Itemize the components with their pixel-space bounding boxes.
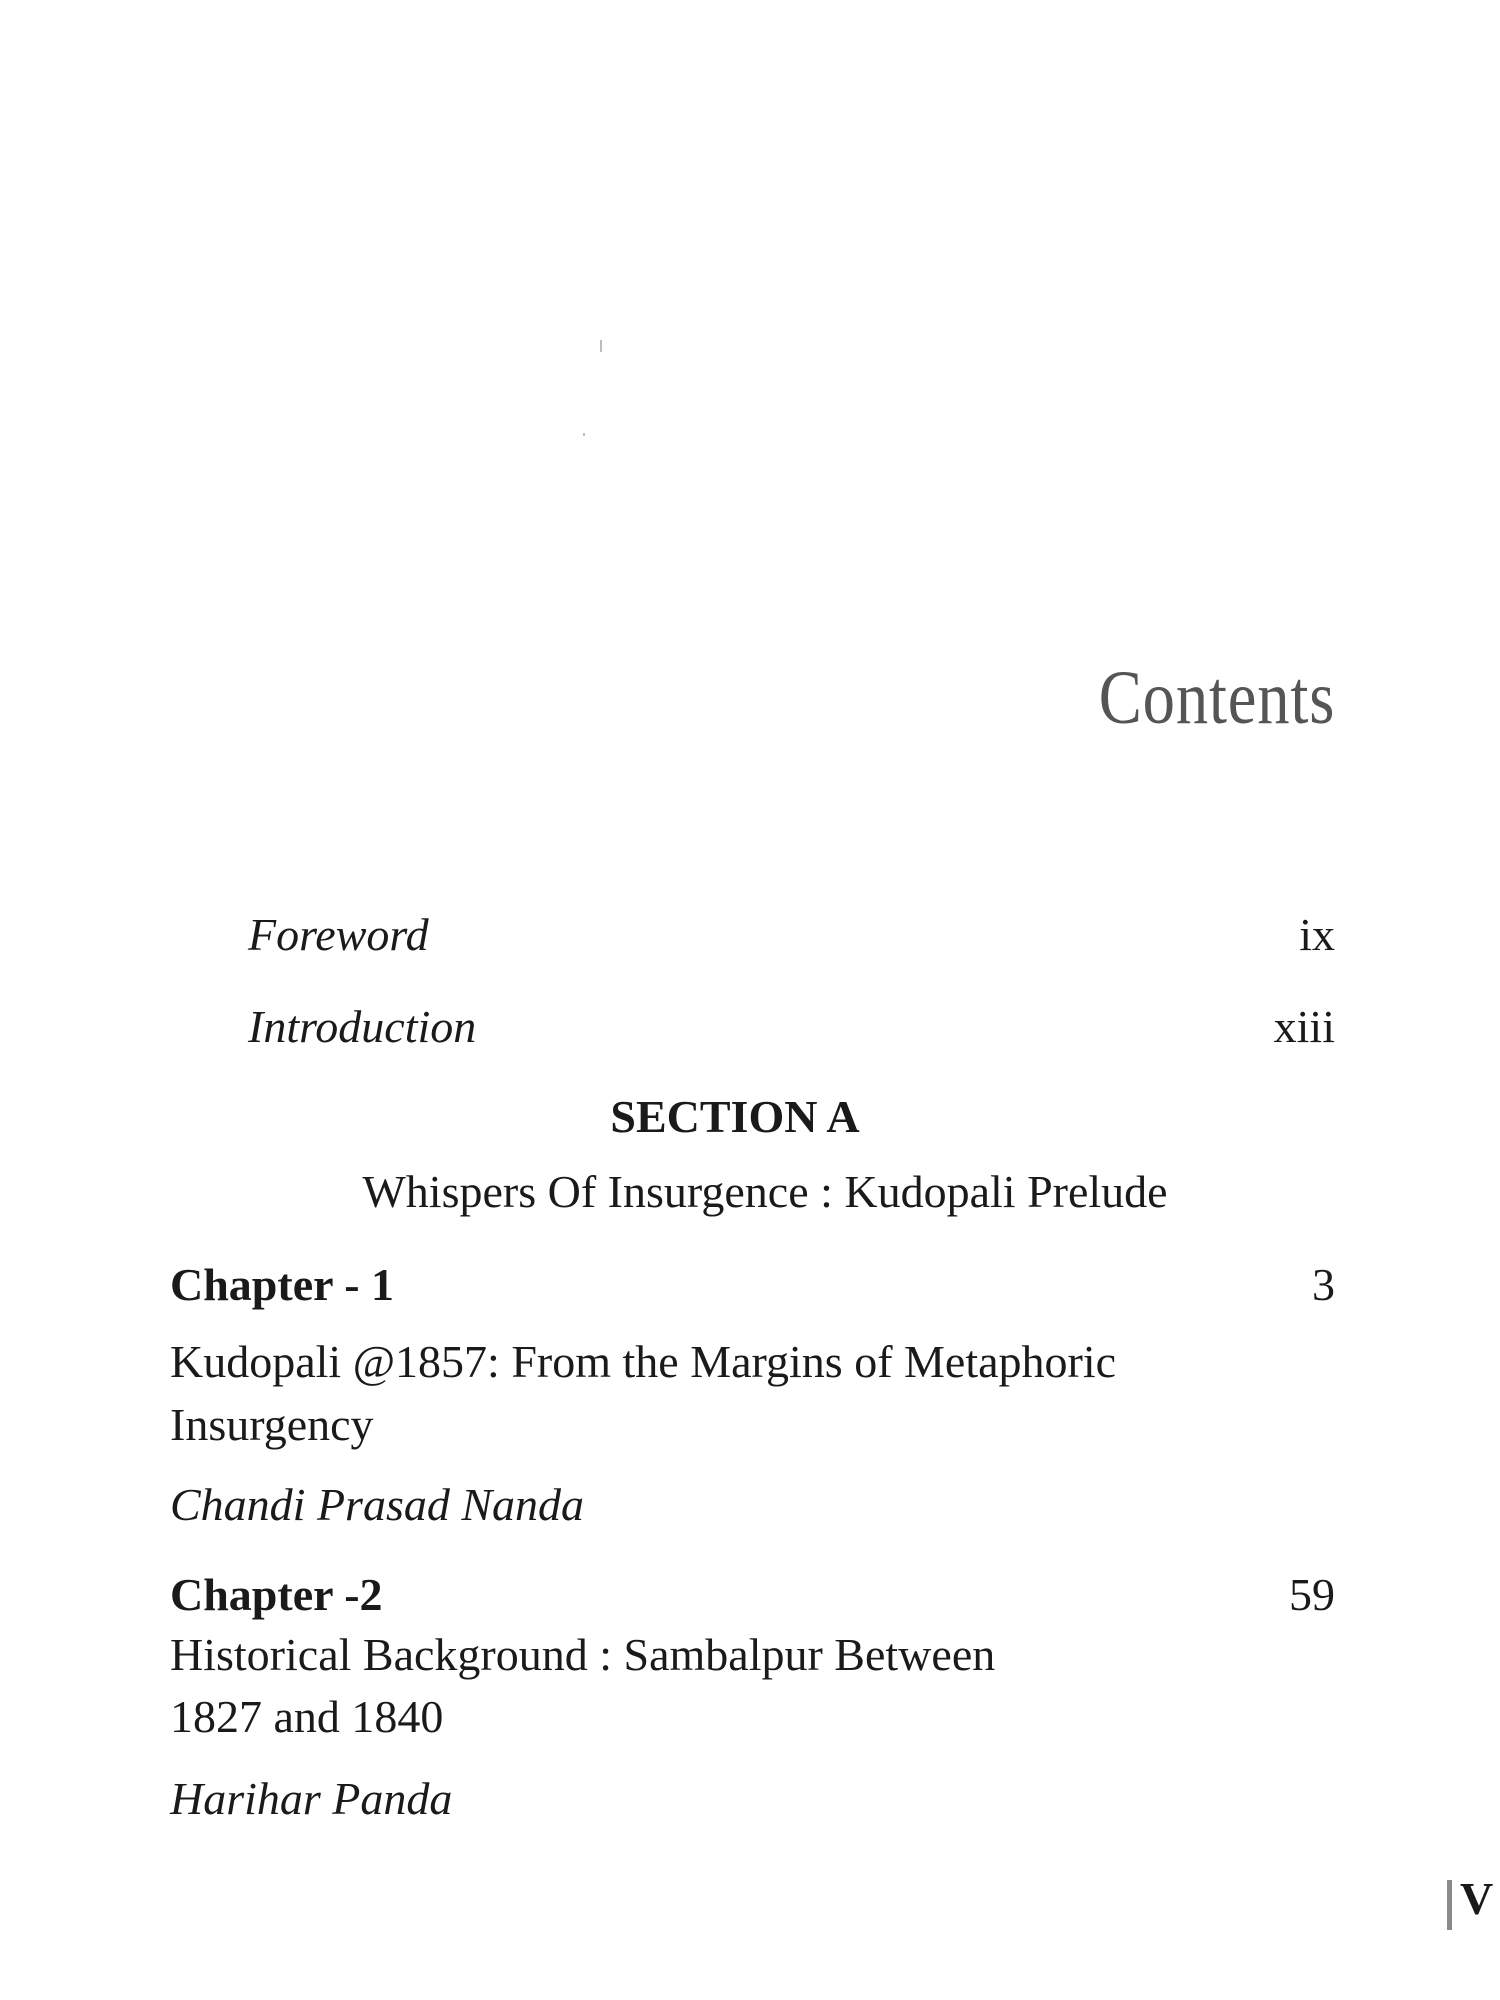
toc-page-foreword: ix bbox=[1299, 909, 1335, 960]
toc-page-introduction: xiii bbox=[1273, 1001, 1335, 1052]
chapter-2-title: Historical Background : Sambalpur Between bbox=[170, 1629, 996, 1680]
chapter-2-label: Chapter -2 bbox=[170, 1569, 383, 1620]
section-heading: SECTION A bbox=[610, 1091, 860, 1142]
section-subtitle: Whispers Of Insurgence : Kudopali Prelude bbox=[362, 1166, 1168, 1217]
scan-speck bbox=[600, 340, 602, 352]
toc-entry-foreword: Foreword bbox=[248, 909, 429, 960]
chapter-2-author: Harihar Panda bbox=[170, 1773, 453, 1824]
chapter-1-page: 3 bbox=[1312, 1259, 1335, 1310]
page-number: V bbox=[1460, 1873, 1494, 1924]
chapter-2-page: 59 bbox=[1289, 1569, 1335, 1620]
chapter-1-author: Chandi Prasad Nanda bbox=[170, 1479, 585, 1530]
chapter-2-title-cont: 1827 and 1840 bbox=[170, 1691, 444, 1742]
chapter-1-title: Kudopali @1857: From the Margins of Metaphoric bbox=[170, 1336, 1117, 1387]
scan-speck bbox=[583, 433, 585, 436]
chapter-1-label: Chapter - 1 bbox=[170, 1259, 395, 1310]
page-title: Contents bbox=[1098, 656, 1335, 740]
folio-rule bbox=[1447, 1880, 1452, 1930]
toc-entry-introduction: Introduction bbox=[248, 1001, 477, 1052]
chapter-1-title-cont: Insurgency bbox=[170, 1399, 374, 1450]
